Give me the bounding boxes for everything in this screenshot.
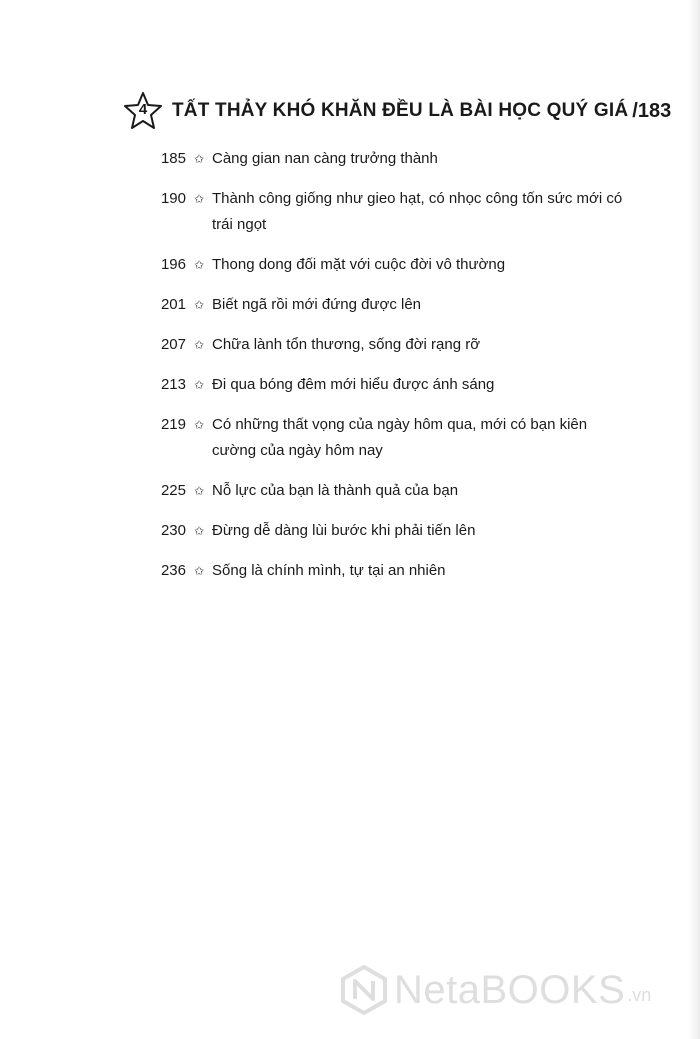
watermark-text: NetaBOOKS [394, 967, 626, 1012]
toc-entry[interactable] [156, 518, 626, 544]
toc-entry[interactable] [156, 186, 626, 238]
star-bullet-icon: ✩ [193, 258, 205, 272]
star-bullet-icon: ✩ [193, 298, 205, 312]
neta-logo-icon [340, 965, 388, 1015]
toc-entry[interactable] [156, 146, 626, 172]
entry-title: Đi qua bóng đêm mới hiểu được ánh sáng [212, 376, 495, 393]
page-number: 196 [160, 256, 186, 273]
entry-title: Có những thất vọng của ngày hôm qua, mới có bạn kiên cường của ngày hôm nay [212, 416, 588, 459]
page-number: 225 [160, 482, 186, 499]
toc-entry[interactable] [156, 292, 626, 318]
entry-title: Chữa lành tổn thương, sống đời rạng rỡ [212, 336, 481, 353]
page-edge [688, 0, 700, 1039]
page-number: 207 [160, 336, 186, 353]
page-number: 230 [160, 522, 186, 539]
entry-title: Biết ngã rồi mới đứng được lên [212, 296, 422, 313]
star-bullet-icon: ✩ [193, 484, 205, 498]
watermark [340, 965, 651, 1015]
page-number: 219 [160, 416, 186, 433]
entry-title: Sống là chính mình, tự tại an nhiên [212, 562, 446, 579]
toc-entry[interactable] [156, 372, 626, 398]
page-number: 201 [160, 296, 186, 313]
chapter-heading [122, 90, 671, 132]
page-number: 185 [160, 150, 186, 167]
toc-entry[interactable] [156, 478, 626, 504]
star-bullet-icon: ✩ [193, 564, 205, 578]
chapter-title: TẤT THẢY KHÓ KHĂN ĐỀU LÀ BÀI HỌC QUÝ GIÁ [172, 100, 629, 121]
star-bullet-icon: ✩ [193, 378, 205, 392]
star-bullet-icon: ✩ [193, 192, 205, 206]
star-bullet-icon: ✩ [193, 524, 205, 538]
watermark-suffix: .vn [627, 984, 652, 1005]
toc-entry[interactable] [156, 252, 626, 278]
entry-title: Thong dong đối mặt với cuộc đời vô thường [212, 256, 506, 273]
star-bullet-icon: ✩ [193, 418, 205, 432]
star-icon [122, 90, 164, 132]
star-bullet-icon: ✩ [193, 152, 205, 166]
entry-title: Thành công giống như gieo hạt, có nhọc công tốn sức mới có trái ngọt [212, 190, 623, 233]
page-number: 213 [160, 376, 186, 393]
toc-entry[interactable] [156, 558, 626, 584]
entry-title: Đừng dễ dàng lùi bước khi phải tiến lên [212, 522, 476, 539]
chapter-page-number: /183 [632, 99, 672, 122]
entry-title: Càng gian nan càng trưởng thành [212, 150, 438, 167]
entry-title: Nỗ lực của bạn là thành quả của bạn [212, 482, 459, 499]
table-of-contents [156, 146, 626, 598]
toc-entry[interactable] [156, 332, 626, 358]
toc-entry[interactable] [156, 412, 626, 464]
page-number: 236 [160, 562, 186, 579]
star-bullet-icon: ✩ [193, 338, 205, 352]
page-number: 190 [160, 190, 186, 207]
chapter-number: 4 [138, 101, 148, 118]
